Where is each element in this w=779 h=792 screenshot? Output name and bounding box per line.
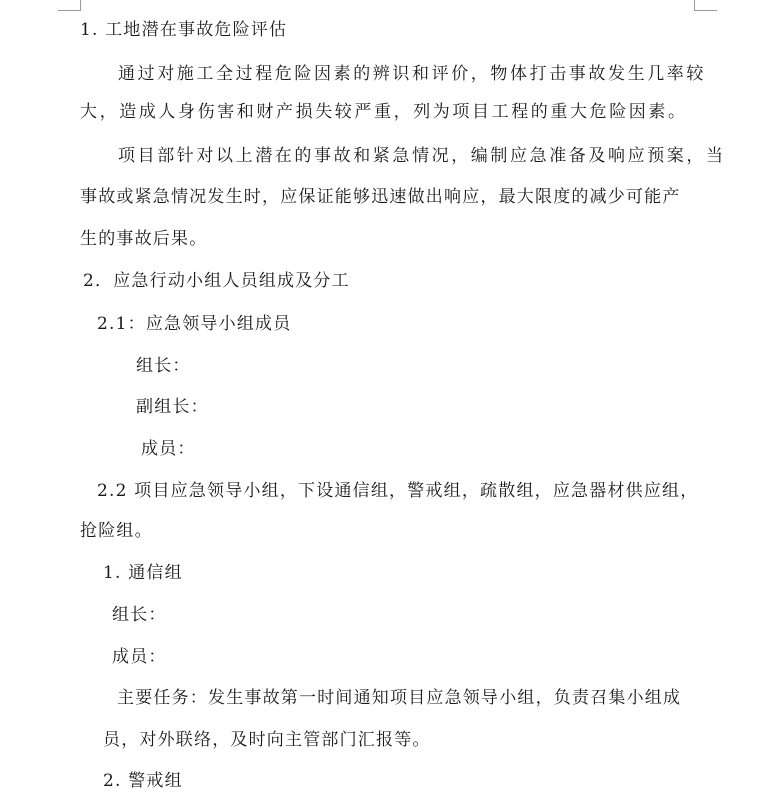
paragraph-line: 项目部针对以上潜在的事故和紧急情况，编制应急准备及响应预案，当	[118, 146, 726, 166]
margin-corner-mark-left	[58, 0, 81, 11]
field-label: 组长：	[112, 605, 167, 625]
heading-2-1: 2.1：应急领导小组成员	[97, 314, 292, 334]
subsection-heading: 2. 警戒组	[103, 771, 183, 791]
field-label: 组长：	[136, 356, 191, 376]
paragraph-line: 事故或紧急情况发生时，应保证能够迅速做出响应，最大限度的减少可能产	[80, 187, 681, 207]
paragraph-line: 2.2 项目应急领导小组，下设通信组，警戒组，疏散组，应急器材供应组，	[97, 481, 699, 501]
paragraph-line: 抢险组。	[80, 521, 153, 541]
field-label: 成员：	[141, 439, 196, 459]
field-label: 副组长：	[136, 397, 209, 417]
paragraph-line: 大，造成人身伤害和财产损失较严重，列为项目工程的重大危险因素。	[80, 102, 688, 122]
margin-corner-mark-right	[694, 0, 717, 11]
paragraph-line: 主要任务：发生事故第一时间通知项目应急领导小组，负责召集小组成	[117, 688, 682, 708]
paragraph-line: 通过对施工全过程危险因素的辨识和评价，物体打击事故发生几率较	[118, 64, 706, 84]
heading-1: 1. 工地潜在事故危险评估	[80, 20, 288, 40]
paragraph-line: 生的事故后果。	[80, 229, 208, 249]
field-label: 成员：	[112, 647, 167, 667]
paragraph-line: 员，对外联络，及时向主管部门汇报等。	[103, 730, 431, 750]
heading-2: 2．应急行动小组人员组成及分工	[83, 271, 350, 291]
subsection-heading: 1. 通信组	[103, 563, 183, 583]
